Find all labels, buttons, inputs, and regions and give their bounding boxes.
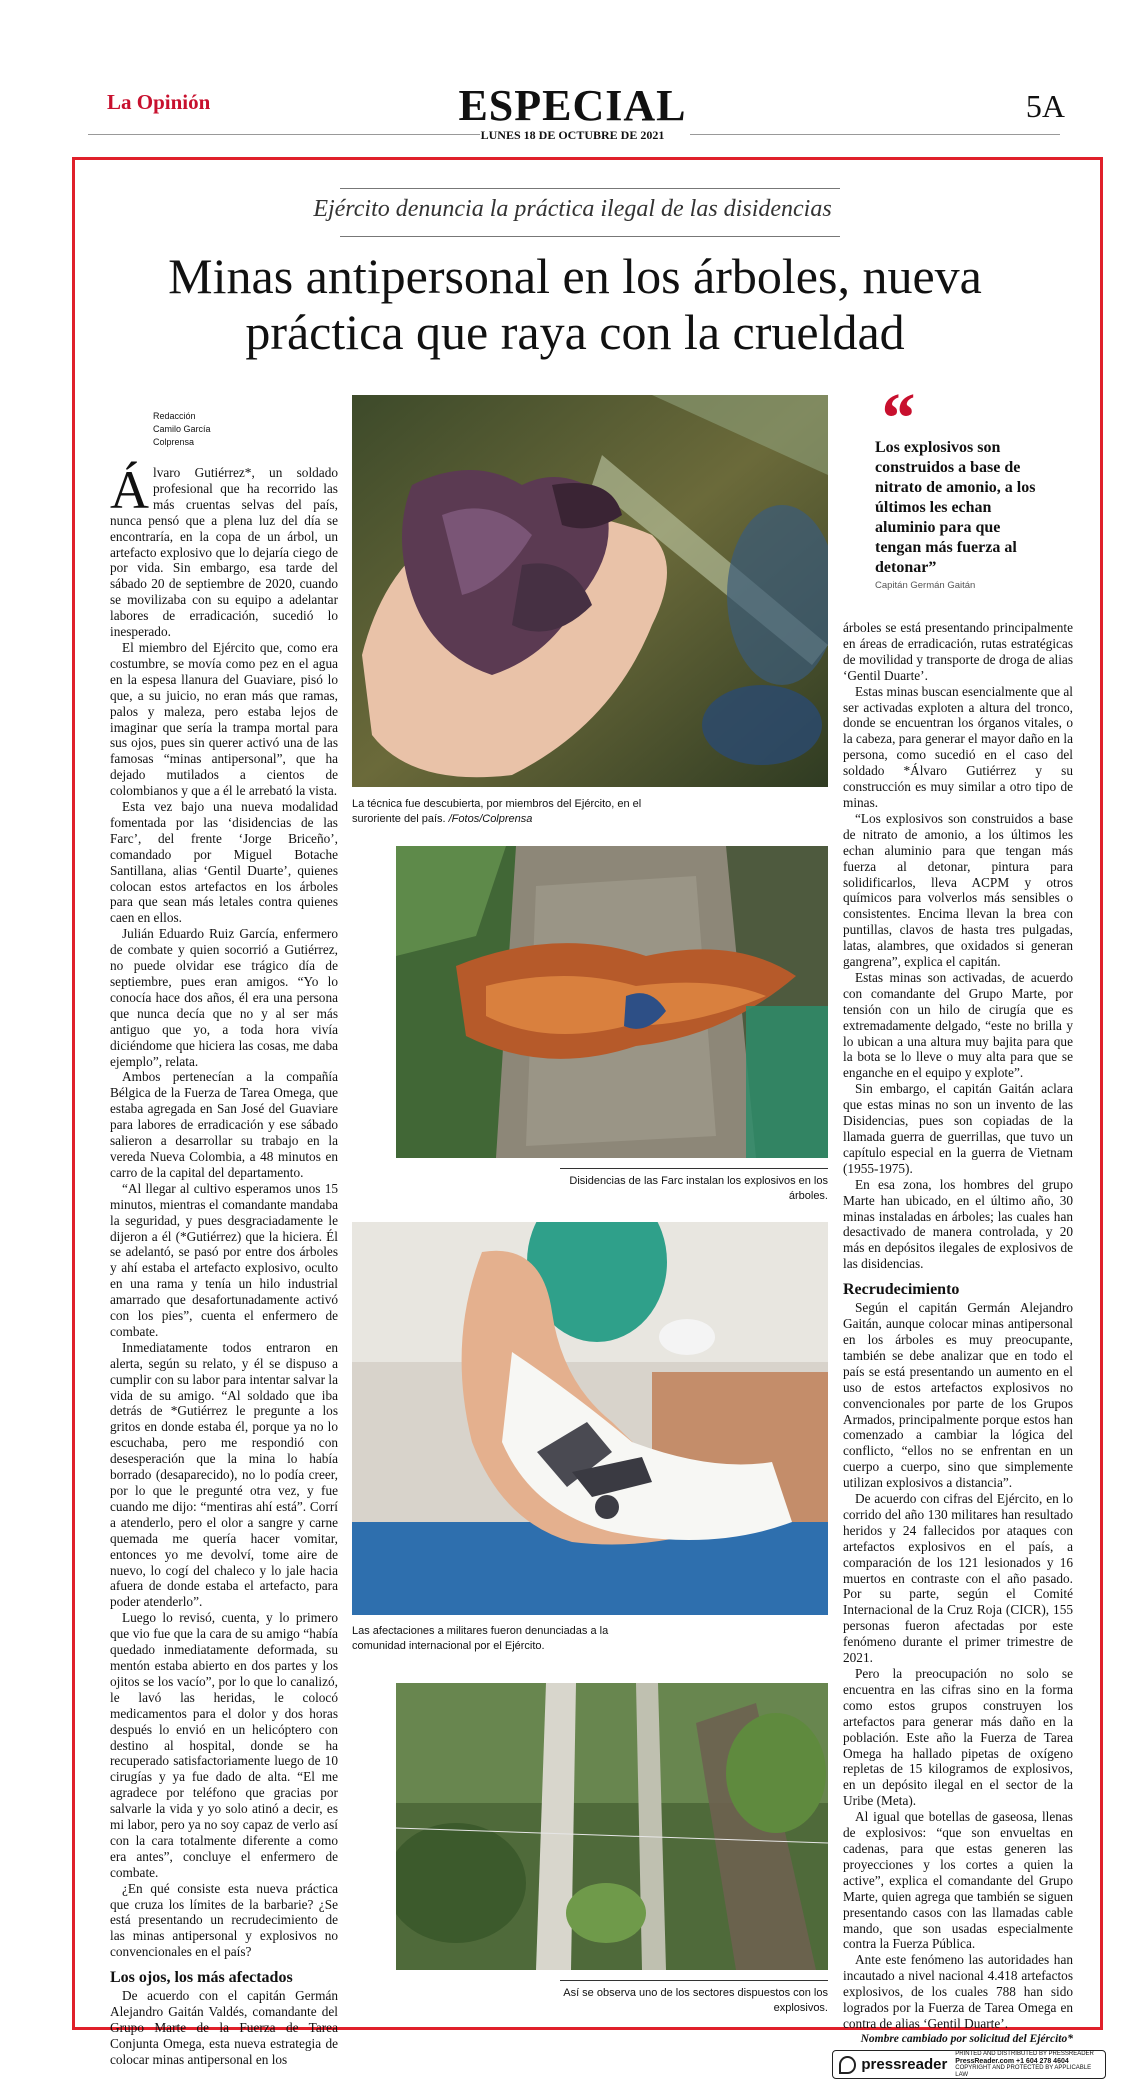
photo-3-image — [352, 1222, 828, 1615]
pullquote-attribution: Capitán Germán Gaitán — [875, 580, 976, 591]
body-paragraph: árboles se está presentando principalmente en áreas de erradicación, rutas estratégicas de movilidad y transporte de droga de alias ‘Gentil Duarte’. — [843, 620, 1073, 683]
drop-cap: Á — [110, 460, 149, 520]
kicker-rule-bottom — [340, 236, 840, 237]
pressreader-line-1: PRINTED AND DISTRIBUTED BY PRESSREADER — [955, 2050, 1094, 2057]
pressreader-brand: pressreader — [861, 2056, 948, 2073]
body-paragraph: “Los explosivos son construidos a base de nitrato de amonio, a los últimos les echan aluminio para que tengan más fuerza al detonar, pintura para solidificarlos, lleva ACPM y otros químicos para volverlos más sensibles o consistentes. Encima llevan la brea con puntillas, clavos de hasta tres pulgadas, latas, alambres, que oxidados si generan gangrena”, explica el capitán. — [843, 810, 1073, 970]
kicker-rule-top — [340, 188, 840, 189]
body-paragraph: El miembro del Ejército que, como era costumbre, se movía como pez en el agua en la espesa llanura del Guaviare, pisó lo que, a su juicio, no eran más que ramas, palos y maleza, pero estaba lejos de imaginar que sería la trampa mortal para sus ojos, pues sin querer activó una de las famosas “minas antipersonal”, que ha dejado mutilados a cientos de colombianos y que a él le arrebató la vista. — [110, 639, 338, 799]
photo-3-caption: Las afectaciones a militares fueron denunciadas a la comunidad internacional por el Ejército. — [352, 1625, 609, 1652]
byline-author: Camilo García — [153, 424, 211, 434]
body-paragraph: De acuerdo con el capitán Germán Alejandro Gaitán Valdés, comandante del Grupo Marte de la Fuerza de Tarea Conjunta Omega, esta nueva estrategia de colocar minas antipersonal en los — [110, 1988, 338, 2067]
body-paragraph: Esta vez bajo una nueva modalidad fomentada por las ‘disidencias de las Farc’, del frente ‘Jorge Briceño’, comandado por Miguel Botache Santillana, alias ‘Gentil Duarte’, quienes colocan estos artefactos en los árboles para que sean más letales contra quienes caen en ellos. — [110, 799, 338, 926]
photo-4-image — [396, 1683, 828, 1970]
page-number: 5A — [1025, 88, 1065, 124]
issue-date: LUNES 18 DE OCTUBRE DE 2021 — [480, 128, 665, 142]
headline-line-1: Minas antipersonal en los árboles, nueva — [168, 248, 982, 304]
body-paragraph: Estas minas son activadas, de acuerdo con comandante del Grupo Marte, por tensión con un hilo de cirugía que es extremadamente delgado, “este no brilla y lo ubican a una altura muy bajita para que la bota se lo lleve o muy alta para que se enganche en el equipo y explote”. — [843, 969, 1073, 1081]
photo-tree-explosive — [396, 846, 828, 1158]
body-paragraph: De acuerdo con cifras del Ejército, en lo corrido del año 130 militares han resultado heridos y 24 fallecidos por ataques con artefactos explosivos en el país, a comparación de los 121 lesionados y 16 muertos en contraste con el año pasado. Por su parte, según el Comité Internacional de la Cruz Roja (CICR), 155 personas fueron afectadas por este fenómeno durante el primer trimestre de 2021. — [843, 1491, 1073, 1666]
body-paragraph: En esa zona, los hombres del grupo Marte han ubicado, en el último año, 30 minas instaladas en árboles; las cuales han desactivado de manera controlada, y 20 más en depósitos ilegales de explosivos de las disidencias. — [843, 1176, 1073, 1272]
photo-4-caption-rule — [560, 1980, 828, 1981]
photo-credit: /Fotos/Colprensa — [448, 813, 533, 825]
body-paragraph: Luego lo revisó, cuenta, y lo primero que vio fue que la cara de su amigo “había quedado inmediatamente deformada, su mentón estaba abierto en dos partes y los ojitos se los vacío”, por lo que lo canalizó, le lavó las heridas, le colocó medicamentos para el dolor y dos horas después lo envió en un helicóptero con destino al hospital, donde se ha recuperado satisfactoriamente luego de 10 cirugías y ya fue dado de alta. “El me agradece por teléfono que gracias por salvarle la vida y yo solo atinó a decir, es mi labor, pero ya no soy capaz de verlo así con la cara totalmente diferente a como era antes”, concluye el enfermero de combate. — [110, 1610, 338, 1880]
photo-2-image — [396, 846, 828, 1158]
section-title: ESPECIAL — [458, 81, 687, 130]
photo-forest — [396, 1683, 828, 1970]
photo-injured-foot — [352, 1222, 828, 1615]
headline-line-2: práctica que raya con la crueldad — [245, 304, 905, 360]
pressreader-line-3: COPYRIGHT AND PROTECTED BY APPLICABLE LAW — [955, 2064, 1092, 2078]
pullquote-text: Los explosivos son construidos a base de nitrato de amonio, a los últimos les echan aluminio para que tengan más fuerza al detonar” — [875, 439, 1036, 576]
body-paragraph: Álvaro Gutiérrez*, un soldado profesional que ha recorrido las más cruentas selvas del país, nunca pensó que a plena luz del día se encontraría, en la copa de un árbol, un artefacto explosivo que lo dejaría ciego de por vida. Sin embargo, esa tarde del sábado 20 de septiembre de 2020, cuando se movilizaba con su equipo a adelantar labores de erradicación, sucedió lo inesperado. — [110, 460, 338, 640]
article-headline — [110, 248, 1040, 360]
body-paragraph: ¿En qué consiste esta nueva práctica que cruza los límites de la barbarie? ¿Se está presentando un recrudecimiento de las minas antipersonal y explosivos no convencionales en el país? — [110, 1880, 338, 1960]
byline-desk: Redacción — [153, 411, 196, 421]
body-paragraph: Ambos pertenecían a la compañía Bélgica de la Fuerza de Tarea Omega, que estaba agregada en San José del Guaviare para labores de erradicación y ese sábado salieron a desarrollar su trabajo en la vereda Nueva Colombia, a 48 minutos en carro de la capital del departamento. — [110, 1069, 338, 1180]
pressreader-badge[interactable] — [832, 2050, 1106, 2079]
pullquote-mark: “ — [878, 378, 914, 458]
pressreader-info — [955, 2051, 1099, 2079]
photo-2-caption: Disidencias de las Farc instalan los explosivos en los árboles. — [569, 1175, 828, 1202]
photo-4-caption: Así se observa uno de los sectores dispuestos con los explosivos. — [563, 1987, 828, 2014]
article-column-3 — [843, 620, 1073, 2048]
body-paragraph: Sin embargo, el capitán Gaitán aclara que estas minas no son un invento de las Disidencias, pues son copiadas de la llamada guerra de guerrillas, que tuvo un capítulo especial en la guerra de Vietnam (1955-1975). — [843, 1081, 1073, 1176]
newspaper-logo: La Opinión — [107, 90, 211, 114]
photo-burnt-fragments — [352, 395, 828, 787]
body-paragraph: Julián Eduardo Ruiz García, enfermero de combate y quien socorrió a Gutiérrez, no puede olvidar ese trágico día de septiembre, pues eran amigos. “Yo lo conocía hace dos años, él era una persona que nunca decía que no y al ser más antiguo que yo, a toda hora vivía diciéndome que hiciera las cosas, me daba ejemplo”, relata. — [110, 926, 338, 1069]
pressreader-icon — [839, 2056, 856, 2074]
body-paragraph: Según el capitán Germán Alejandro Gaitán, aunque colocar minas antipersonal en los árboles es muy preocupante, también se debe analizar que en todo el país se está presentando un aumento en el uso de estos artefactos explosivos no convencionales por parte de los Grupos Armados, principalmente porque estos han comenzado a cambiar la lógica del conflicto, “ellos no se enfrentan en un cuerpo a cuerpo, sino que simplemente utilizan explosivos a distancia”. — [843, 1300, 1073, 1491]
article-kicker: Ejército denuncia la práctica ilegal de las disidencias — [313, 196, 832, 222]
pressreader-line-2: PressReader.com +1 604 278 4604 — [955, 2057, 1069, 2065]
subheading: Recrudecimiento — [843, 1281, 960, 1299]
photo-1-image — [352, 395, 828, 787]
photo-1-caption: La técnica fue descubierta, por miembros del Ejército, en el suroriente del país. /Fotos/Colprensa — [352, 798, 642, 825]
byline-agency: Colprensa — [153, 437, 195, 447]
footnote: Nombre cambiado por solicitud del Ejército* — [860, 2032, 1073, 2045]
body-paragraph: “Al llegar al cultivo esperamos unos 15 minutos, mientras el comandante mandaba la seguridad, y pues desgraciadamente le dijeron a él (*Gutiérrez) que la hiciera. Él se adelantó, se pasó por entre dos árboles y ahí estaba el artefacto explosivo, oculto en una rama y tenía un hilo industrial amarrado que desafortunadamente activó con los pies”, cuenta el enfermero de combate. — [110, 1180, 338, 1339]
byline — [153, 410, 211, 449]
photo-2-caption-rule — [560, 1168, 828, 1169]
body-paragraph: Pero la preocupación no solo se encuentra en las cifras sino en la forma como estos grupos construyen los artefactos para generar más daño en la población. Este año la Fuerza de Tarea Omega ha hallado pipetas de oxígeno repletas de 15 kilogramos de explosivos, en un depósito ilegal en el sector de la Uribe (Meta). — [843, 1666, 1073, 1809]
body-paragraph: Ante este fenómeno las autoridades han incautado a nivel nacional 4.418 artefactos explosivos, de los cuales 788 han sido logrados por la Fuerza de Tarea Omega en contra de alias ‘Gentil Duarte’. — [843, 1952, 1073, 2031]
article-column-1 — [110, 460, 338, 2068]
body-paragraph: Al igual que botellas de gaseosa, llenas de explosivos: “que son envueltas en cadenas, para que estas generen las proyecciones y los cortes a quien la active”, explica el comandante del Grupo Marte, quien agrega que también se siguen presentando casos con las llamadas cable mando, que son usadas especialmente contra la Fuerza Pública. — [843, 1809, 1073, 1952]
subheading: Los ojos, los más afectados — [110, 1969, 293, 1987]
body-paragraph: Estas minas buscan esencialmente que al ser activadas exploten a altura del tronco, donde se encuentran los órganos vitales, o la cabeza, para generar el mayor daño en la persona, como sucedió en el caso del soldado *Álvaro Gutiérrez y su construcción es muy similar a otro tipo de minas. — [843, 683, 1073, 810]
body-paragraph: Inmediatamente todos entraron en alerta, según su relato, y él se dispuso a cumplir con su labor para intentar salvar la vida de su amigo. “Al soldado que iba detrás de *Gutiérrez le pregunte a los gritos en donde estaba él, porque ya no lo escuchaba, pero me respondió con desesperación que la mina lo había borrado (desaparecido), no lo podía creer, por lo que le pregunté otra vez, y fue cuando me dijo: “mentiras ahí está”. Corrí a atenderlo, pero el olor a sangre y carne quemada me quería hacer vomitar, entonces yo me devolví, tome aire de nuevo, lo cogí del chaleco y lo jale hacia afuera de donde estaba el artefacto, para poder atenderlo”. — [110, 1339, 338, 1610]
